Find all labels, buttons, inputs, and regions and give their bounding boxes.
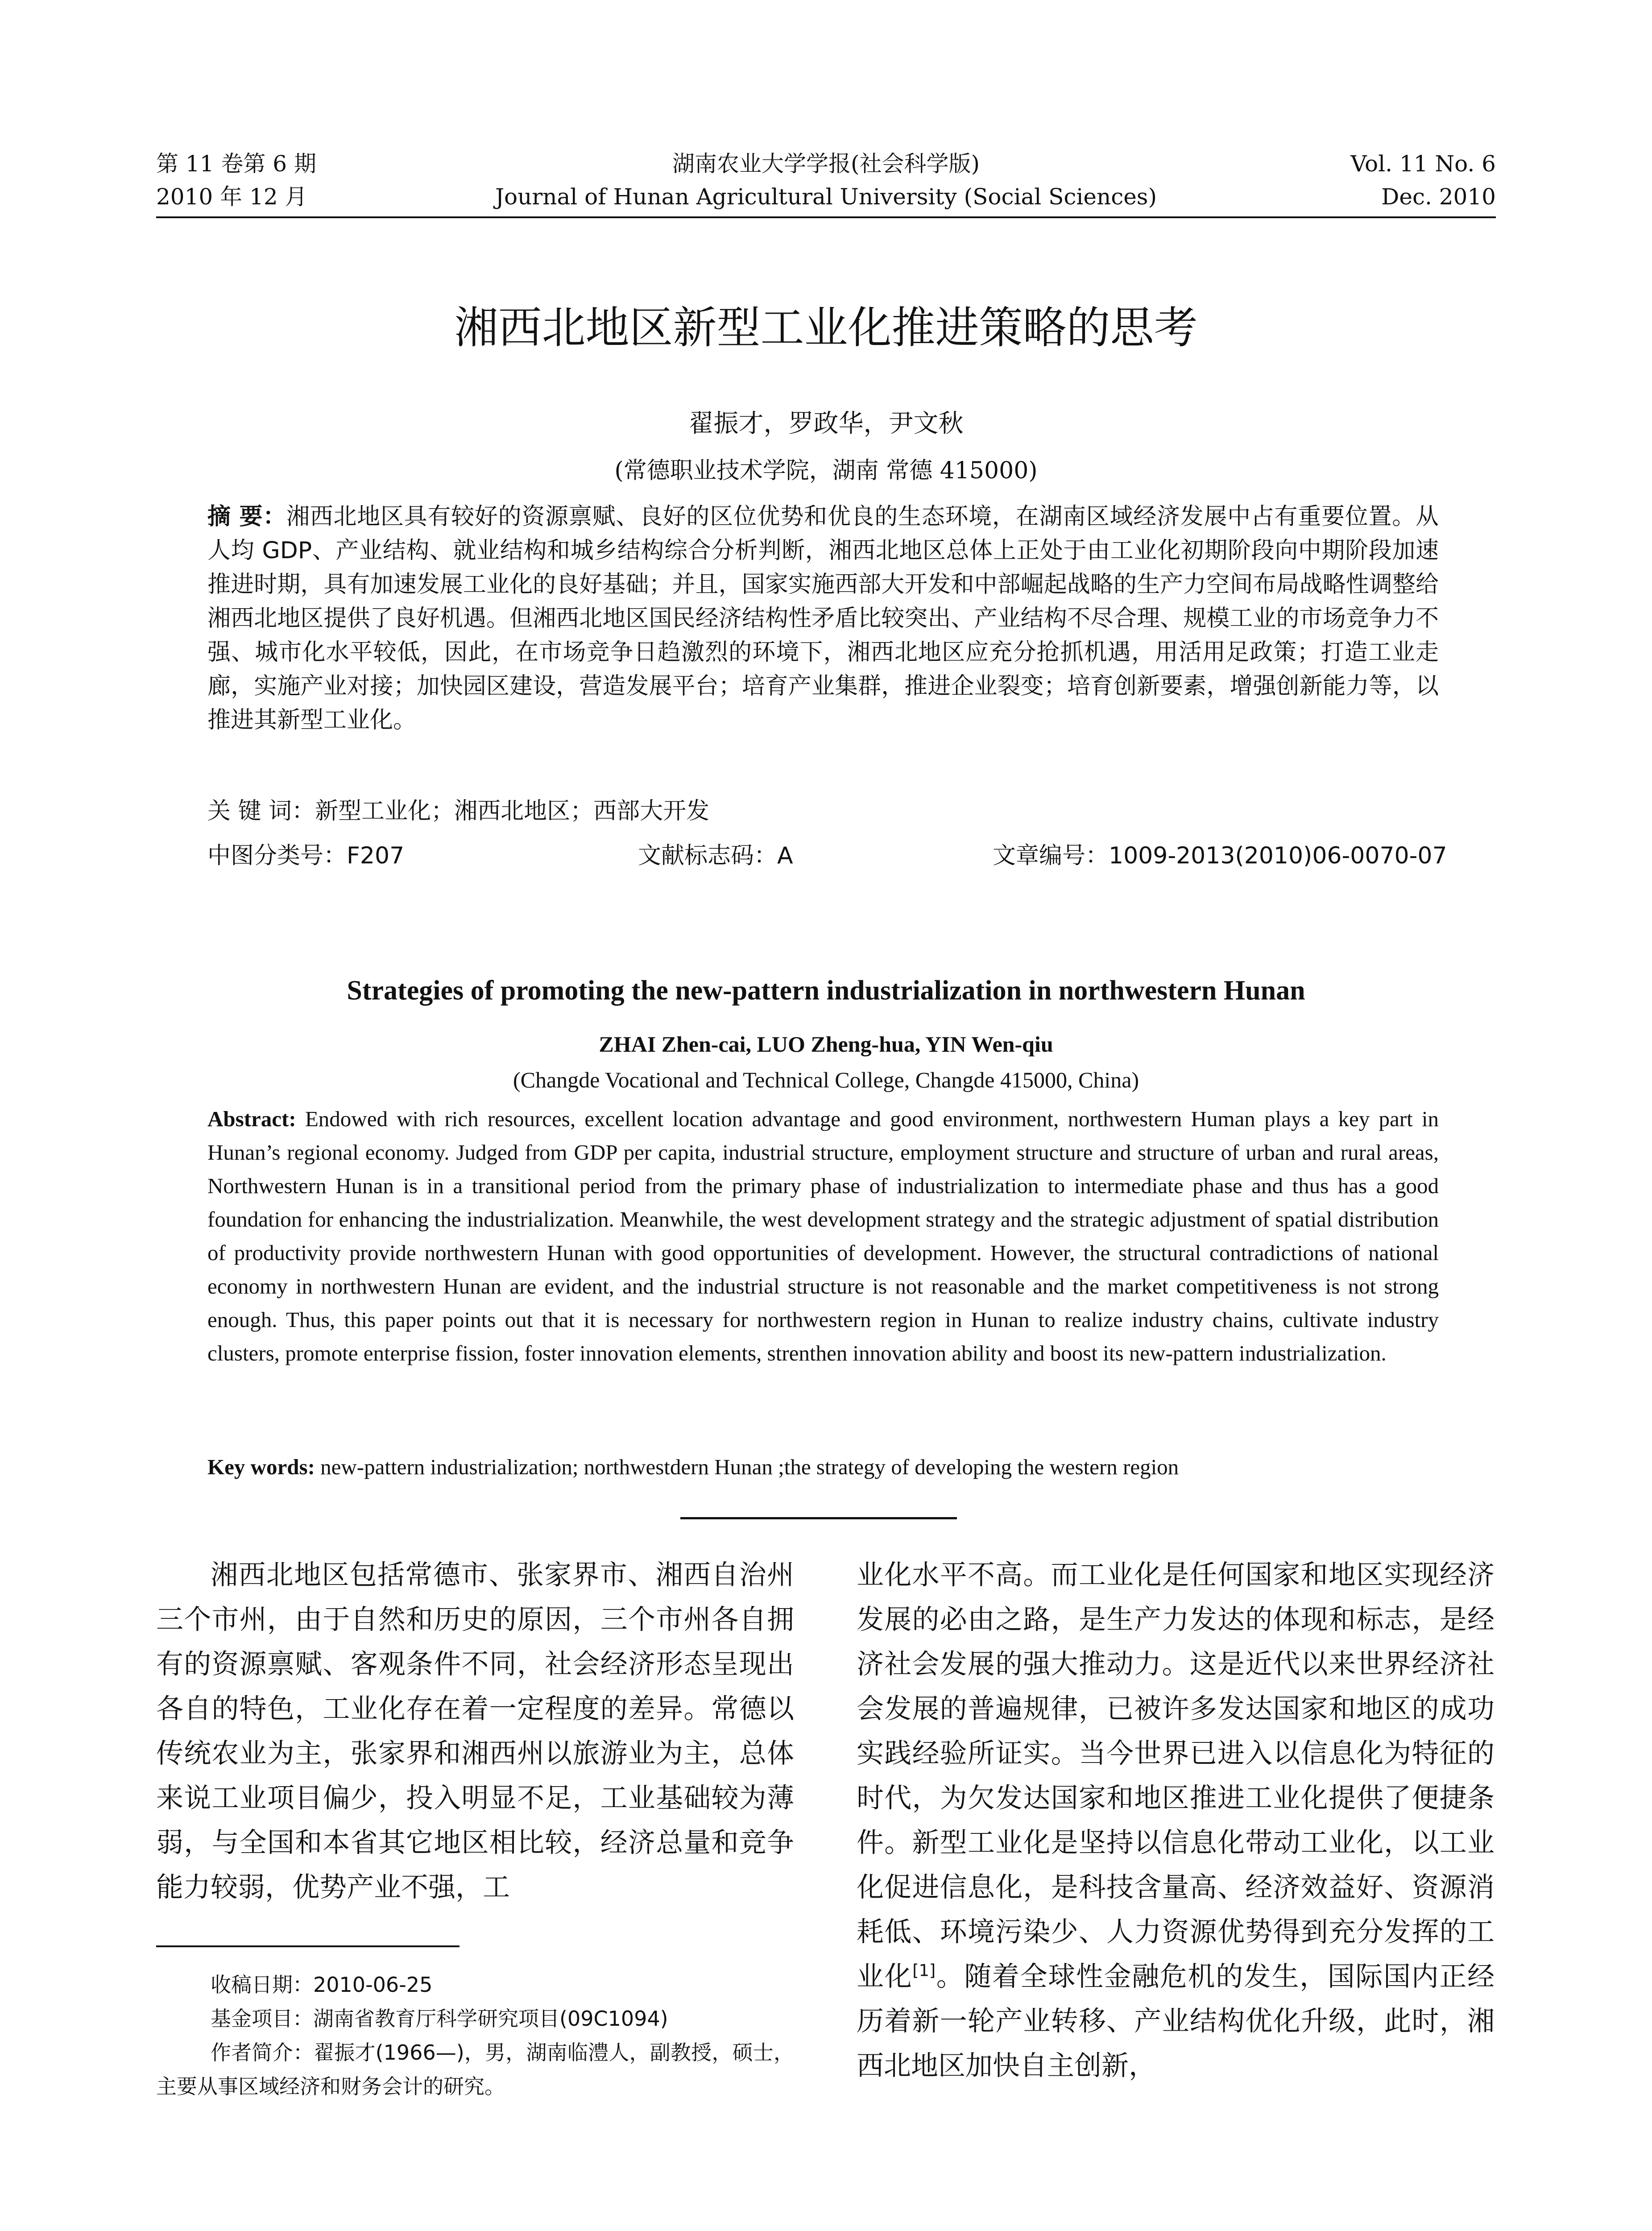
section-divider: [680, 1517, 957, 1519]
keywords-zh-label: 关 键 词：: [207, 798, 315, 825]
document-code: 文献标志码：A: [638, 842, 793, 869]
abstract-en-label: Abstract:: [207, 1107, 296, 1131]
footnote-divider: [156, 1945, 460, 1947]
keywords-en-label: Key words:: [207, 1455, 315, 1479]
paper-title-en: Strategies of promoting the new-pattern industrialization in northwestern Hunan: [347, 975, 1305, 1006]
keywords-en: [207, 1450, 1439, 1484]
footnote-fund: 基金项目：湖南省教育厅科学研究项目(09C1094): [211, 2007, 668, 2031]
abstract-zh: [207, 500, 1439, 737]
article-number: 文章编号：1009-2013(2010)06-0070-07: [993, 842, 1447, 869]
journal-name-en: Journal of Hunan Agricultural University (Social Sciences): [495, 184, 1157, 210]
footnote-author-bio: 作者简介：翟振才(1966—)，男，湖南临澧人，副教授，硕士，主要从事区域经济和财务会计的研究。: [156, 2040, 794, 2098]
body-right-text-2: 。随着全球性金融危机的发生，国际国内正经历着新一轮产业转移、产业结构优化升级，此时，湘西北地区加快自主创新，: [857, 1961, 1495, 2082]
abstract-en-text: Endowed with rich resources, excellent location advantage and good environment, northwestern Human plays a key part in Hunan’s regional economy. Judged from GDP per capita, industrial structure, employment structure and structure of urban and rural areas, Northwestern Hunan is in a transitional period from the primary phase of industrialization to intermediate phase and thus has a good foundation for enhancing the industrialization. Meanwhile, the west development strategy and the strategic adjustment of spatial distribution of productivity provide northwestern Hunan with good opportunities of development. However, the structural contradictions of national economy in northwestern Hunan are evident, and the industrial structure is not reasonable and the market competitiveness is not strong enough. Thus, this paper points out that it is necessary for northwestern region in Hunan to realize industry chains, cultivate industry clusters, promote enterprise fission, foster innovation elements, strenthen innovation ability and boost its new-pattern industrialization.: [207, 1107, 1439, 1365]
authors-zh: 翟振才，罗政华，尹文秋: [688, 409, 964, 438]
paper-title-zh: 湘西北地区新型工业化推进策略的思考: [454, 303, 1198, 353]
header-divider: [156, 216, 1496, 218]
authors-en: ZHAI Zhen-cai, LUO Zheng-hua, YIN Wen-qiu: [599, 1032, 1053, 1057]
volume-issue-en: Vol. 11 No. 6: [1350, 151, 1496, 177]
abstract-zh-text: 湘西北地区具有较好的资源禀赋、良好的区位优势和优良的生态环境，在湖南区域经济发展中占有重要位置。从人均 GDP、产业结构、就业结构和城乡结构综合分析判断，湘西北地区总体上正处于由工业化初期阶段向中期阶段加速推进时期，具有加速发展工业化的良好基础；并且，国家实施西部大开发和中部崛起战略的生产力空间布局战略性调整给湘西北地区提供了良好机遇。但湘西北地区国民经济结构性矛盾比较突出、产业结构不尽合理、规模工业的市场竞争力不强、城市化水平较低，因此，在市场竞争日趋激烈的环境下，湘西北地区应充分抢抓机遇，用活用足政策；打造工业走廊，实施产业对接；加快园区建设，营造发展平台；培育产业集群，推进企业裂变；培育创新要素，增强创新能力等，以推进其新型工业化。: [207, 503, 1439, 734]
body-right-column: [857, 1553, 1495, 2088]
volume-issue-zh: 第 11 卷第 6 期: [156, 151, 317, 177]
reference-marker[interactable]: [1]: [912, 1961, 936, 1980]
keywords-zh-text: 新型工业化；湘西北地区；西部大开发: [315, 798, 710, 825]
abstract-zh-label: 摘 要：: [207, 503, 287, 530]
abstract-en: [207, 1102, 1439, 1370]
clc-number: 中图分类号：F207: [207, 842, 405, 869]
date-en: Dec. 2010: [1381, 184, 1496, 210]
affiliation-zh: (常德职业技术学院，湖南 常德 415000): [614, 457, 1038, 484]
keywords-zh: [207, 794, 1439, 828]
journal-volume-en: [1351, 147, 1496, 213]
affiliation-en: (Changde Vocational and Technical College, Changde 415000, China): [513, 1067, 1139, 1092]
journal-name-zh: 湖南农业大学学报(社会科学版): [672, 151, 980, 177]
footnote-received-date: 收稿日期：2010-06-25: [211, 1973, 433, 1997]
date-zh: 2010 年 12 月: [156, 184, 307, 210]
keywords-en-text: new-pattern industrialization; northwestdern Hunan ;the strategy of developing the western region: [320, 1455, 1179, 1479]
body-right-text-1: 业化水平不高。而工业化是任何国家和地区实现经济发展的必由之路，是生产力发达的体现和标志，是经济社会发展的强大推动力。这是近代以来世界经济社会发展的普遍规律，已被许多发达国家和地区的成功实践经验所证实。当今世界已进入以信息化为特征的时代，为欠发达国家和地区推进工业化提供了便捷条件。新型工业化是坚持以信息化带动工业化，以工业化促进信息化，是科技含量高、经济效益好、资源消耗低、环境污染少、人力资源优势得到充分发挥的工业化: [857, 1559, 1495, 1992]
body-left-column: 湘西北地区包括常德市、张家界市、湘西自治州三个市州，由于自然和历史的原因，三个市州各自拥有的资源禀赋、客观条件不同，社会经济形态呈现出各自的特色，工业化存在着一定程度的差异。常德以传统农业为主，张家界和湘西州以旅游业为主，总体来说工业项目偏少，投入明显不足，工业基础较为薄弱，与全国和本省其它地区相比较，经济总量和竞争能力较弱，优势产业不强，工: [156, 1559, 794, 1903]
footnotes: [156, 1968, 794, 2103]
